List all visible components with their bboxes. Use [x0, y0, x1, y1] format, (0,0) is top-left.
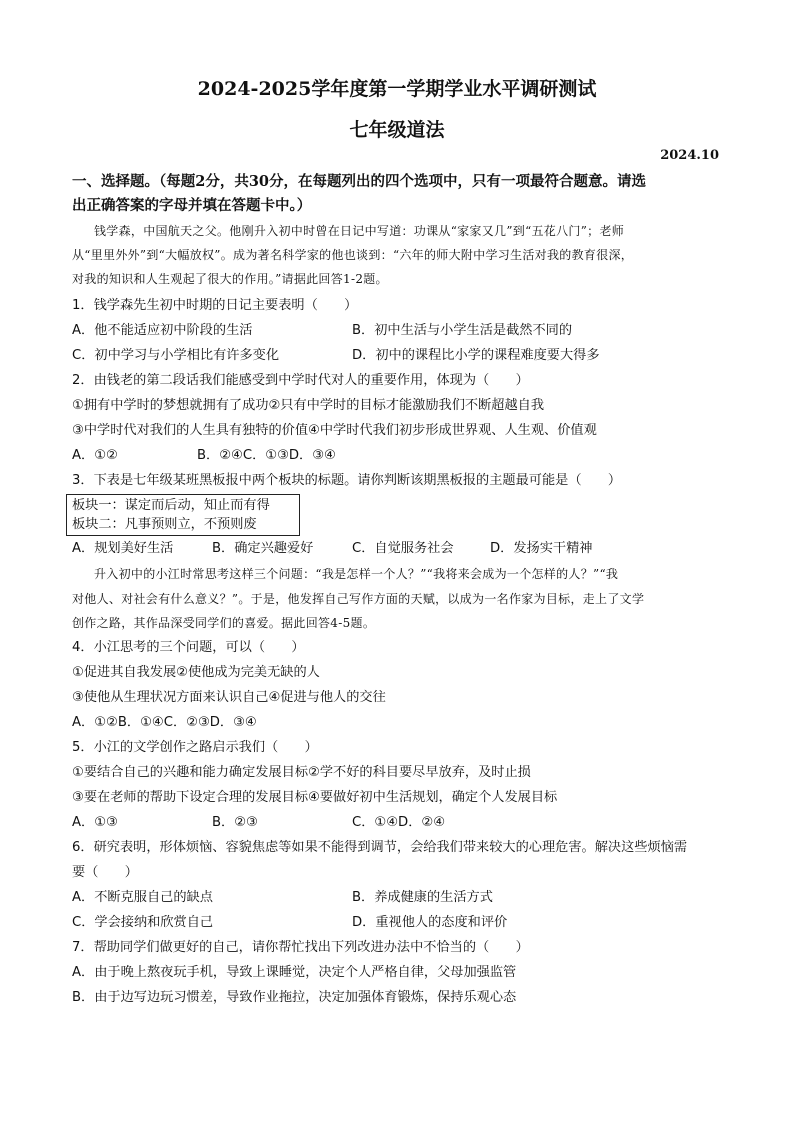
- q4-stem: 4．小江思考的三个问题，可以（ ）: [72, 640, 305, 655]
- q2-statements-2: ③中学时代对我们的人生具有独特的价值④中学时代我们初步形成世界观、人生观、价值观: [72, 423, 597, 438]
- q3-options: [72, 539, 732, 559]
- q6-option-c: C．学会接纳和欣赏自己: [72, 915, 214, 930]
- q3-board-item-1: 板块一：谋定而后动，知止而有得: [72, 498, 270, 513]
- section-heading-line2: 出正确答案的字母并填在答题卡中。）: [72, 197, 312, 214]
- q1-options-row1: [72, 321, 732, 341]
- q1-option-d: D．初中的课程比小学的课程难度要大得多: [352, 348, 600, 363]
- material1-line2: 从“里里外外”到“大幅放权”。成为著名科学家的他也谈到：“六年的师大附中学习生活对我的教育很深，: [72, 248, 634, 262]
- q5-statements-2: ③要在老师的帮助下设定合理的发展目标④要做好初中生活规划，确定个人发展目标: [72, 790, 558, 805]
- q2-stem: 2．由钱老的第二段话我们能感受到中学时代对人的重要作用，体现为（ ）: [72, 373, 529, 388]
- q5-option-a: A．①③: [72, 815, 118, 830]
- q1-option-c: C．初中学习与小学相比有许多变化: [72, 348, 280, 363]
- exam-subtitle: 七年级道法: [349, 119, 445, 141]
- material2-line3: 创作之路，其作品深受同学们的喜爱。据此回答4-5题。: [72, 616, 376, 630]
- q5-options: [72, 813, 732, 833]
- exam-title: 2024-2025学年度第一学期学业水平调研测试: [197, 78, 597, 100]
- q3-option-a: A．规划美好生活: [72, 541, 174, 556]
- q1-options-row2: [72, 346, 732, 366]
- q6-stem-line2: 要（ ）: [72, 865, 138, 880]
- material1-line1: 钱学森，中国航天之父。他刚升入初中时曾在日记中写道：功课从“家家又几”到“五花八门”；老师: [94, 224, 625, 238]
- q3-stem: 3．下表是七年级某班黑板报中两个板块的标题。请你判断该期黑板报的主题最可能是（ ）: [72, 473, 622, 488]
- q3-option-c: C．自觉服务社会: [352, 541, 454, 556]
- q6-option-d: D．重视他人的态度和评价: [352, 915, 508, 930]
- q5-statements-1: ①要结合自己的兴趣和能力确定发展目标②学不好的科目要尽早放弃，及时止损: [72, 765, 531, 780]
- q6-options-row1: [72, 888, 732, 908]
- material2-line2: 对他人、对社会有什么意义？”。于是，他发挥自己写作方面的天赋，以成为一名作家为目标，走上了文学: [72, 592, 645, 606]
- material1-line3: 对我的知识和人生观起了很大的作用。”请据此回答1-2题。: [72, 272, 388, 286]
- exam-date: 2024.10: [660, 148, 719, 163]
- q5-stem: 5．小江的文学创作之路启示我们（ ）: [72, 740, 318, 755]
- q6-options-row2: [72, 913, 732, 933]
- q4-options: A．①②B．①④C．②③D．③④: [72, 715, 257, 730]
- q7-option-b: B．由于边写边玩习惯差，导致作业拖拉，决定加强体育锻炼，保持乐观心态: [72, 990, 517, 1005]
- section-heading-line1: 一、选择题。（每题2分，共30分，在每题列出的四个选项中，只有一项最符合题意。请选: [72, 173, 647, 190]
- q6-stem-line1: 6．研究表明，形体烦恼、容貌焦虑等如果不能得到调节，会给我们带来较大的心理危害。解决这些烦恼需: [72, 840, 688, 855]
- q5-option-b: B．②③: [212, 815, 258, 830]
- q4-statements-2: ③使他从生理状况方面来认识自己④促进与他人的交往: [72, 690, 386, 705]
- material2-line1: 升入初中的小江时常思考这样三个问题：“我是怎样一个人？”“我将来会成为一个怎样的人？”“我: [94, 567, 619, 581]
- q3-board-table: [66, 494, 300, 536]
- q5-option-cd: C．①④D．②④: [352, 815, 446, 830]
- q7-option-a: A．由于晚上熬夜玩手机，导致上课睡觉，决定个人严格自律，父母加强监管: [72, 965, 517, 980]
- q2-statements-1: ①拥有中学时的梦想就拥有了成功②只有中学时的目标才能激励我们不断超越自我: [72, 398, 545, 413]
- q1-option-a: A．他不能适应初中阶段的生活: [72, 323, 253, 338]
- q2-options: A．①② B．②④C．①③D．③④: [72, 448, 336, 463]
- q1-stem: 1．钱学森先生初中时期的日记主要表明（ ）: [72, 298, 358, 313]
- q6-option-b: B．养成健康的生活方式: [352, 890, 493, 905]
- q1-option-b: B．初中生活与小学生活是截然不同的: [352, 323, 573, 338]
- q3-board-item-2: 板块二：凡事预则立，不预则废: [72, 517, 257, 532]
- q6-option-a: A．不断克服自己的缺点: [72, 890, 213, 905]
- q3-option-b: B．确定兴趣爱好: [212, 541, 314, 556]
- q4-statements-1: ①促进其自我发展②使他成为完美无缺的人: [72, 665, 320, 680]
- q7-stem: 7．帮助同学们做更好的自己，请你帮忙找出下列改进办法中不恰当的（ ）: [72, 940, 529, 955]
- q3-option-d: D．发扬实干精神: [490, 541, 593, 556]
